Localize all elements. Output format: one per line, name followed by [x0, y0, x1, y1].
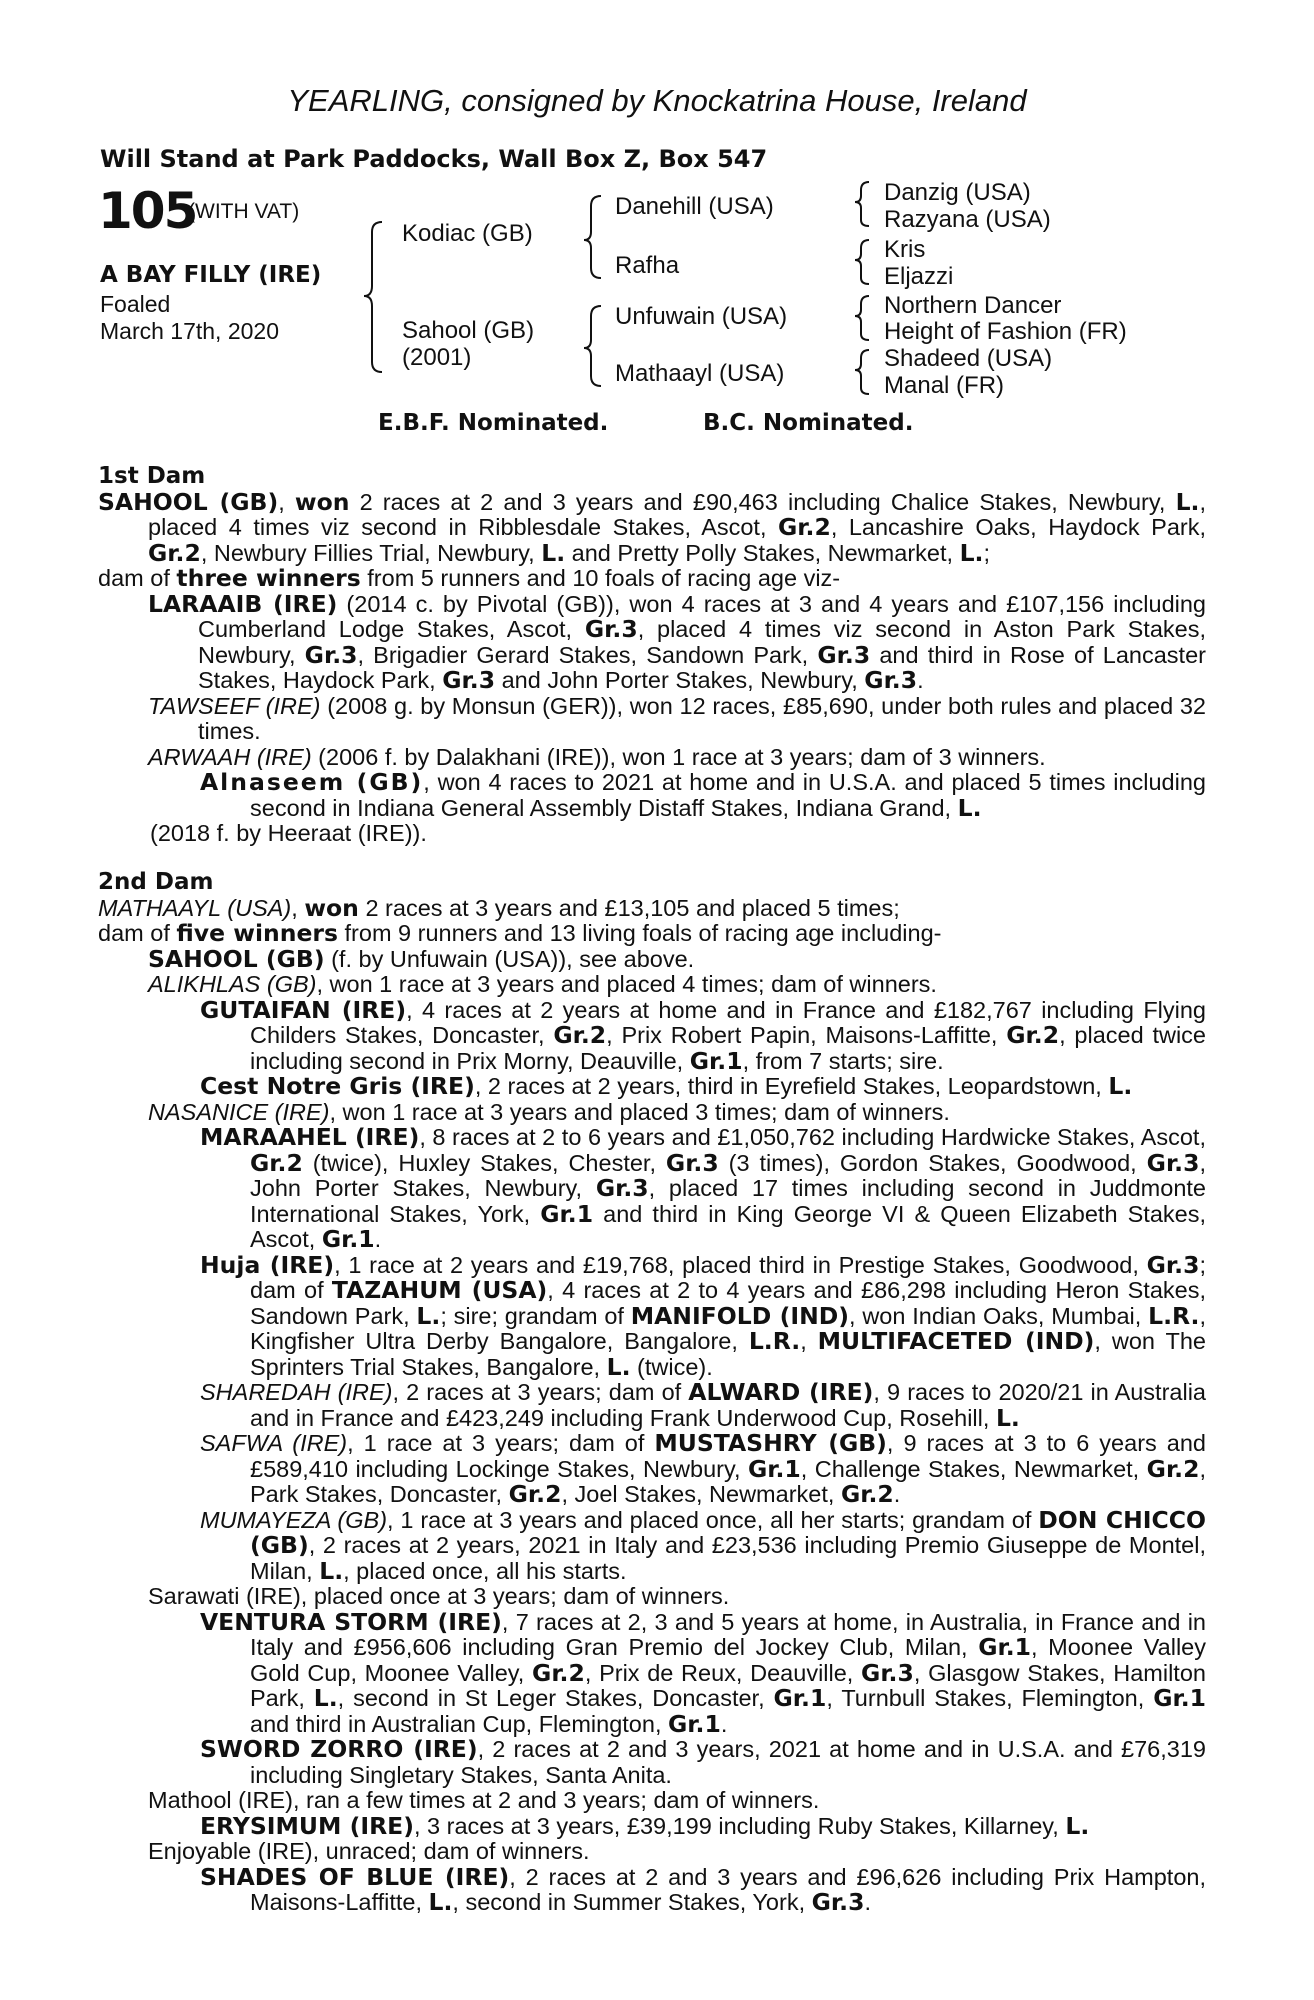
lot-number: 105: [98, 182, 197, 240]
second-dam-section: [98, 870, 1206, 1916]
produce-entry: ARWAAH (IRE) (2006 f. by Dalakhani (IRE)), won 1 race at 3 years; dam of 3 winners.: [148, 743, 1046, 770]
produce-entry: ERYSIMUM (IRE), 3 races at 3 years, £39,199 including Ruby Stakes, Killarney, L.: [200, 1811, 1090, 1840]
sire-dam-name: Rafha: [615, 252, 680, 279]
sire-name: Kodiac (GB): [402, 220, 533, 247]
dam-record: SAHOOL (GB), won 2 races at 2 and 3 years and £90,463 including Chalice Stakes, Newbury, L., placed 4 times viz second in Ribblesdale Stakes, Ascot, Gr.2, Lancashire Oaks, Haydock Park, Gr.2, Newbury Fillies Trial, Newbury, L. and Pretty Polly Stakes, Newmarket, L.;: [98, 487, 1206, 567]
dam-dam-name: Mathaayl (USA): [615, 360, 785, 387]
dam-name: Sahool (GB): [402, 317, 535, 344]
produce-entry: Enjoyable (IRE), unraced; dam of winners.: [148, 1838, 590, 1864]
produce-entry: Cest Notre Gris (IRE), 2 races at 2 years, third in Eyrefield Stakes, Leopardstown, L.: [200, 1072, 1133, 1100]
first-dam-section: [98, 464, 1206, 847]
dam-produce-summary: dam of five winners from 9 runners and 13 living foals of racing age including-: [98, 919, 942, 947]
produce-entry: SHADES OF BLUE (IRE), 2 races at 2 and 3 years and £96,626 including Prix Hampton, Maisons-Laffitte, L., second in Summer Stakes, York, Gr.3.: [200, 1862, 1206, 1916]
ancestor-8: Manal (FR): [884, 372, 1005, 399]
consignment-line: YEARLING, consigned by Knockatrina House, Ireland: [287, 83, 1027, 118]
dam-year: (2001): [402, 344, 472, 371]
ancestor-5: Northern Dancer: [884, 292, 1062, 319]
produce-entry: Mathool (IRE), ran a few times at 2 and 3 years; dam of winners.: [148, 1787, 820, 1813]
foaled-label: Foaled: [100, 291, 171, 317]
dam-record: MATHAAYL (USA), won 2 races at 3 years and £13,105 and placed 5 times;: [98, 893, 900, 922]
produce-entry: SWORD ZORRO (IRE), 2 races at 2 and 3 years, 2021 at home and in U.S.A. and £76,319 including Singletary Stakes, Santa Anita.: [200, 1735, 1206, 1788]
produce-entry: GUTAIFAN (IRE), 4 races at 2 years at home and in France and £182,767 including Flying Childers Stakes, Doncaster, Gr.2, Prix Robert Papin, Maisons-Laffitte, Gr.2, placed twice including second in Prix Morny, Deauville, Gr.1, from 7 starts; sire.: [200, 995, 1206, 1075]
produce-entry: NASANICE (IRE), won 1 race at 3 years and placed 3 times; dam of winners.: [148, 1098, 950, 1125]
ancestor-6: Height of Fashion (FR): [884, 318, 1127, 345]
produce-entry: Alnaseem (GB), won 4 races to 2021 at home and in U.S.A. and placed 5 times including second in Indiana General Assembly Distaff Stakes, Indiana Grand, L.: [200, 768, 1206, 822]
ancestor-7: Shadeed (USA): [884, 345, 1053, 372]
foaled-date: March 17th, 2020: [100, 318, 280, 344]
produce-entry: MUMAYEZA (GB), 1 race at 3 years and placed once, all her starts; grandam of DON CHICCO (GB), 2 races at 2 years, 2021 in Italy and £23,536 including Premio Giuseppe de Montel, Milan, L., placed once, all his starts.: [200, 1505, 1207, 1585]
ancestor-4: Eljazzi: [884, 263, 954, 290]
ancestor-2: Razyana (USA): [884, 206, 1051, 233]
ebf-nomination: E.B.F. Nominated.: [378, 410, 609, 436]
produce-entry: MARAAHEL (IRE), 8 races at 2 to 6 years and £1,050,762 including Hardwicke Stakes, Ascot, Gr.2 (twice), Huxley Stakes, Chester, Gr.3 (3 times), Gordon Stakes, Goodwood, Gr.3, John Porter Stakes, Newbury, Gr.3, placed 17 times including second in Juddmonte International Stakes, York, Gr.1 and third in King George VI & Queen Elizabeth Stakes, Ascot, Gr.1.: [200, 1123, 1206, 1253]
dam-sire-name: Unfuwain (USA): [615, 303, 788, 330]
second-dam-heading: 2nd Dam: [98, 869, 214, 895]
produce-entry: TAWSEEF (IRE) (2008 g. by Monsun (GER)), won 12 races, £85,690, under both rules and placed 32 times.: [148, 692, 1206, 744]
produce-entry: LARAAIB (IRE) (2014 c. by Pivotal (GB)), won 4 races at 3 and 4 years and £107,156 including Cumberland Lodge Stakes, Ascot, Gr.3, placed 4 times viz second in Aston Park Stakes, Newbury, Gr.3, Brigadier Gerard Stakes, Sandown Park, Gr.3 and third in Rose of Lancaster Stakes, Haydock Park, Gr.3 and John Porter Stakes, Newbury, Gr.3.: [148, 589, 1207, 694]
ancestor-1: Danzig (USA): [884, 179, 1031, 206]
bc-nomination: B.C. Nominated.: [703, 410, 914, 436]
sire-sire-name: Danehill (USA): [615, 193, 774, 220]
ancestor-3: Kris: [884, 236, 926, 263]
produce-entry: (2018 f. by Heeraat (IRE)).: [150, 820, 427, 846]
produce-entry: Sarawati (IRE), placed once at 3 years; dam of winners.: [148, 1583, 730, 1609]
produce-entry: VENTURA STORM (IRE), 7 races at 2, 3 and 5 years at home, in Australia, in France and in Italy and £956,606 including Gran Premio del Jockey Club, Milan, Gr.1, Moonee Valley Gold Cup, Moonee Valley, Gr.2, Prix de Reux, Deauville, Gr.3, Glasgow Stakes, Hamilton Park, L., second in St Leger Stakes, Doncaster, Gr.1, Turnbull Stakes, Flemington, Gr.1 and third in Australian Cup, Flemington, Gr.1.: [200, 1607, 1206, 1738]
produce-entry: SAHOOL (GB) (f. by Unfuwain (USA)), see above.: [148, 944, 695, 973]
produce-entry: ALIKHLAS (GB), won 1 race at 3 years and placed 4 times; dam of winners.: [148, 971, 937, 997]
produce-entry: SHAREDAH (IRE), 2 races at 3 years; dam of ALWARD (IRE), 9 races to 2020/21 in Australia and in France and £423,249 including Frank Underwood Cup, Rosehill, L.: [200, 1378, 1206, 1432]
first-dam-heading: 1st Dam: [98, 463, 206, 489]
horse-name: A BAY FILLY (IRE): [100, 262, 322, 288]
vat-note: (WITH VAT): [188, 200, 300, 223]
produce-entry: SAFWA (IRE), 1 race at 3 years; dam of MUSTASHRY (GB), 9 races at 3 to 6 years and £589,410 including Lockinge Stakes, Newbury, Gr.1, Challenge Stakes, Newmarket, Gr.2, Park Stakes, Doncaster, Gr.2, Joel Stakes, Newmarket, Gr.2.: [200, 1429, 1206, 1508]
produce-entry: Huja (IRE), 1 race at 2 years and £19,768, placed third in Prestige Stakes, Goodwood, Gr.3; dam of TAZAHUM (USA), 4 races at 2 to 4 years and £86,298 including Heron Stakes, Sandown Park, L.; sire; grandam of MANIFOLD (IND), won Indian Oaks, Mumbai, L.R., Kingfisher Ultra Derby Bangalore, Bangalore, L.R., MULTIFACETED (IND), won The Sprinters Trial Stakes, Bangalore, L. (twice).: [200, 1250, 1206, 1381]
stand-location: Will Stand at Park Paddocks, Wall Box Z, Box 547: [100, 145, 768, 173]
dam-produce-summary: dam of three winners from 5 runners and 10 foals of racing age viz-: [98, 564, 841, 592]
